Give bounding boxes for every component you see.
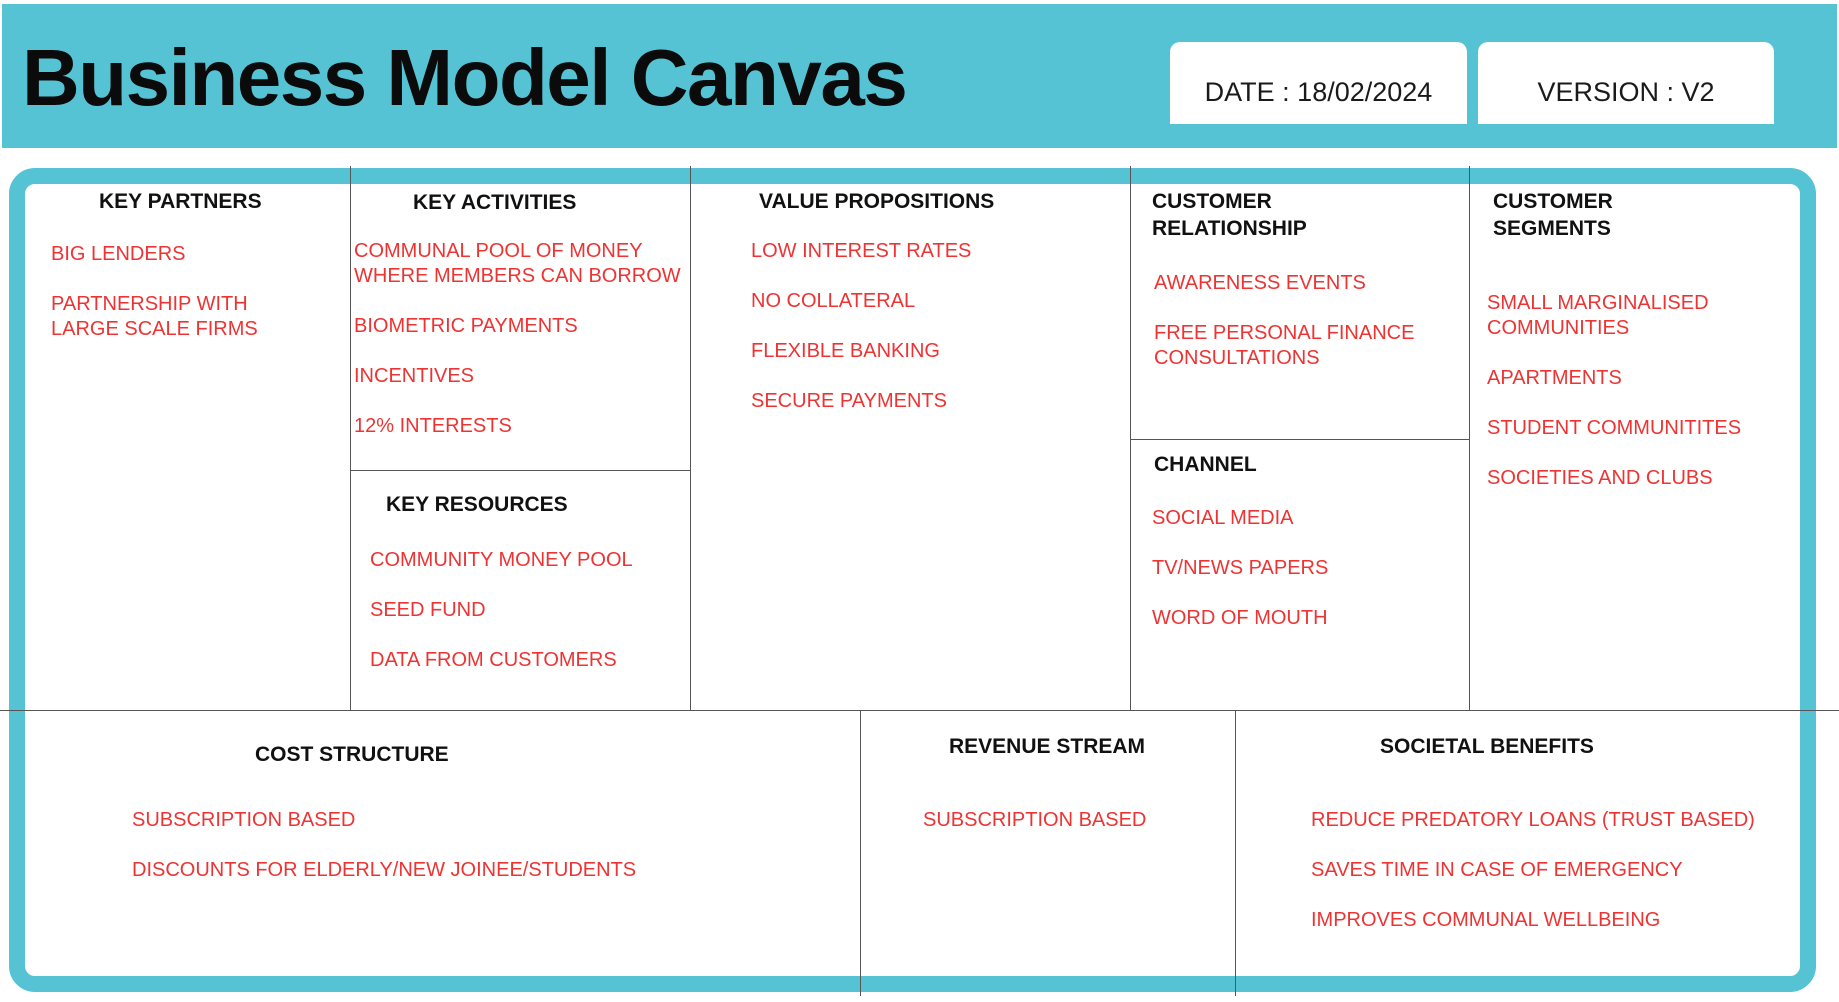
version-label: VERSION : V2 <box>1537 77 1715 107</box>
divider-cost-revenue <box>860 710 861 996</box>
key-activities-heading: KEY ACTIVITIES <box>413 191 577 214</box>
list-item: DISCOUNTS FOR ELDERLY/NEW JOINEE/STUDENTS <box>132 859 637 881</box>
list-item: SEED FUND <box>370 599 486 621</box>
key-partners-heading: KEY PARTNERS <box>99 190 262 213</box>
list-item: 12% INTERESTS <box>354 415 512 437</box>
list-item: SUBSCRIPTION BASED <box>923 809 1147 831</box>
divider-relationship-segments <box>1469 166 1470 711</box>
list-item: NO COLLATERAL <box>751 290 916 312</box>
list-item: STUDENT COMMUNITITES <box>1487 417 1742 439</box>
divider-activities-resources <box>350 470 690 471</box>
divider-relationship-channel <box>1130 439 1469 440</box>
key-activities-list <box>354 239 681 464</box>
customer-segments-heading: CUSTOMER SEGMENTS <box>1493 190 1613 240</box>
customer-segments-list <box>1487 291 1741 516</box>
list-item: SUBSCRIPTION BASED <box>132 809 356 831</box>
version-box <box>1478 42 1774 124</box>
date-label: DATE : 18/02/2024 <box>1204 77 1433 107</box>
list-item: SOCIAL MEDIA <box>1152 507 1294 529</box>
cost-structure-heading: COST STRUCTURE <box>255 743 449 766</box>
list-item: IMPROVES COMMUNAL WELLBEING <box>1311 909 1661 931</box>
list-item: SECURE PAYMENTS <box>751 390 947 412</box>
page-title: Business Model Canvas <box>22 33 907 122</box>
divider-activities-value <box>690 166 691 711</box>
channel-heading: CHANNEL <box>1154 453 1257 476</box>
cost-structure-list <box>132 808 636 908</box>
revenue-stream-heading: REVENUE STREAM <box>949 735 1146 758</box>
value-propositions-heading: VALUE PROPOSITIONS <box>759 190 995 213</box>
divider-partners-activities <box>350 166 351 711</box>
societal-benefits-list <box>1311 808 1755 958</box>
customer-relationship-heading: CUSTOMER RELATIONSHIP <box>1152 190 1307 240</box>
list-item: REDUCE PREDATORY LOANS (TRUST BASED) <box>1311 809 1755 831</box>
list-item: PARTNERSHIP WITH LARGE SCALE FIRMS <box>51 293 258 340</box>
list-item: DATA FROM CUSTOMERS <box>370 649 617 671</box>
value-propositions-list <box>751 239 971 439</box>
key-partners-list <box>51 242 258 367</box>
list-item: BIOMETRIC PAYMENTS <box>354 315 578 337</box>
list-item: LOW INTEREST RATES <box>751 240 972 262</box>
key-resources-list <box>370 548 633 698</box>
list-item: FREE PERSONAL FINANCE CONSULTATIONS <box>1154 322 1415 369</box>
key-resources-heading: KEY RESOURCES <box>386 493 568 516</box>
list-item: APARTMENTS <box>1487 367 1622 389</box>
revenue-stream-list <box>923 808 1146 858</box>
date-box <box>1170 42 1467 124</box>
divider-top-bottom <box>0 710 1839 711</box>
list-item: AWARENESS EVENTS <box>1154 272 1366 294</box>
divider-revenue-benefits <box>1235 710 1236 996</box>
list-item: BIG LENDERS <box>51 243 186 265</box>
list-item: SOCIETIES AND CLUBS <box>1487 467 1713 489</box>
customer-relationship-list <box>1154 271 1414 396</box>
list-item: COMMUNAL POOL OF MONEY WHERE MEMBERS CAN BORROW <box>354 240 681 287</box>
list-item: SMALL MARGINALISED COMMUNITIES <box>1487 292 1709 339</box>
list-item: WORD OF MOUTH <box>1152 607 1328 629</box>
list-item: FLEXIBLE BANKING <box>751 340 940 362</box>
list-item: COMMUNITY MONEY POOL <box>370 549 633 571</box>
channel-list <box>1152 506 1328 656</box>
list-item: TV/NEWS PAPERS <box>1152 557 1329 579</box>
societal-benefits-heading: SOCIETAL BENEFITS <box>1380 735 1594 758</box>
list-item: INCENTIVES <box>354 365 475 387</box>
list-item: SAVES TIME IN CASE OF EMERGENCY <box>1311 859 1683 881</box>
